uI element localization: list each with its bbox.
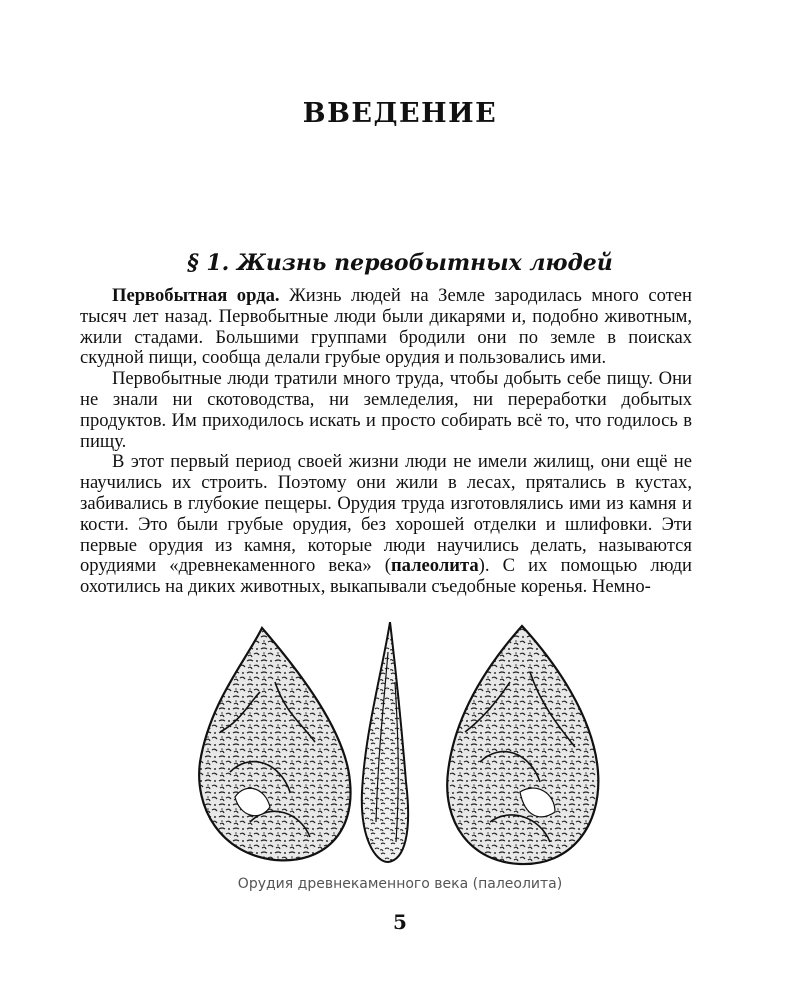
paragraph-lead: Первобытная орда. (112, 285, 280, 306)
hand-axe-tool (447, 626, 598, 864)
hand-axe-tool (199, 628, 350, 860)
chapter-title: ВВЕДЕНИЕ (302, 98, 498, 129)
paragraph-text-after: ). С их помощью люди охотились на диких животных, выкапывали съедобные коренья. Немно- (80, 555, 692, 598)
section-title: § 1. Жизнь первобытных людей (187, 250, 613, 276)
page-number: 5 (393, 910, 407, 934)
body-text (80, 286, 692, 598)
figure-caption: Орудия древнекаменного века (палеолита) (237, 876, 563, 892)
figure-stone-tools (190, 622, 610, 870)
paragraph-text: Жизнь людей на Земле зародилась много сотен тысяч лет назад. Первобытные люди были дикарями и, подобно животным, жили стадами. Большими группами бродили они по земле в поисках скудной пищи, сообща делали грубые орудия и пользовались ими. (80, 285, 692, 369)
term-paleolith: палеолита (390, 555, 479, 577)
blade-tool (362, 622, 408, 862)
paragraph-2 (80, 369, 692, 452)
paragraph-text-before: В этот первый период своей жизни люди не имели жилищ, они ещё не научились их строить. Поэтому они жили в лесах, прятались в кустах, забивались в глубокие пещеры. Орудия труда изготовлялись ими из камня и кости. Это были грубые орудия, без хорошей отделки и шлифовки. Эти первые орудия из камня, которые люди научились делать, называются орудиями «древнекаменного века» ( (80, 451, 692, 577)
paragraph-1 (80, 286, 692, 369)
paragraph-3 (80, 452, 692, 598)
paragraph-text: Первобытные люди тратили много труда, чтобы добыть себе пищу. Они не знали ни скотоводства, ни земледелия, ни переработки добытых продуктов. Им приходилось искать и просто собирать всё то, что годилось в пищу. (80, 368, 692, 452)
stone-tools-illustration (190, 622, 610, 870)
